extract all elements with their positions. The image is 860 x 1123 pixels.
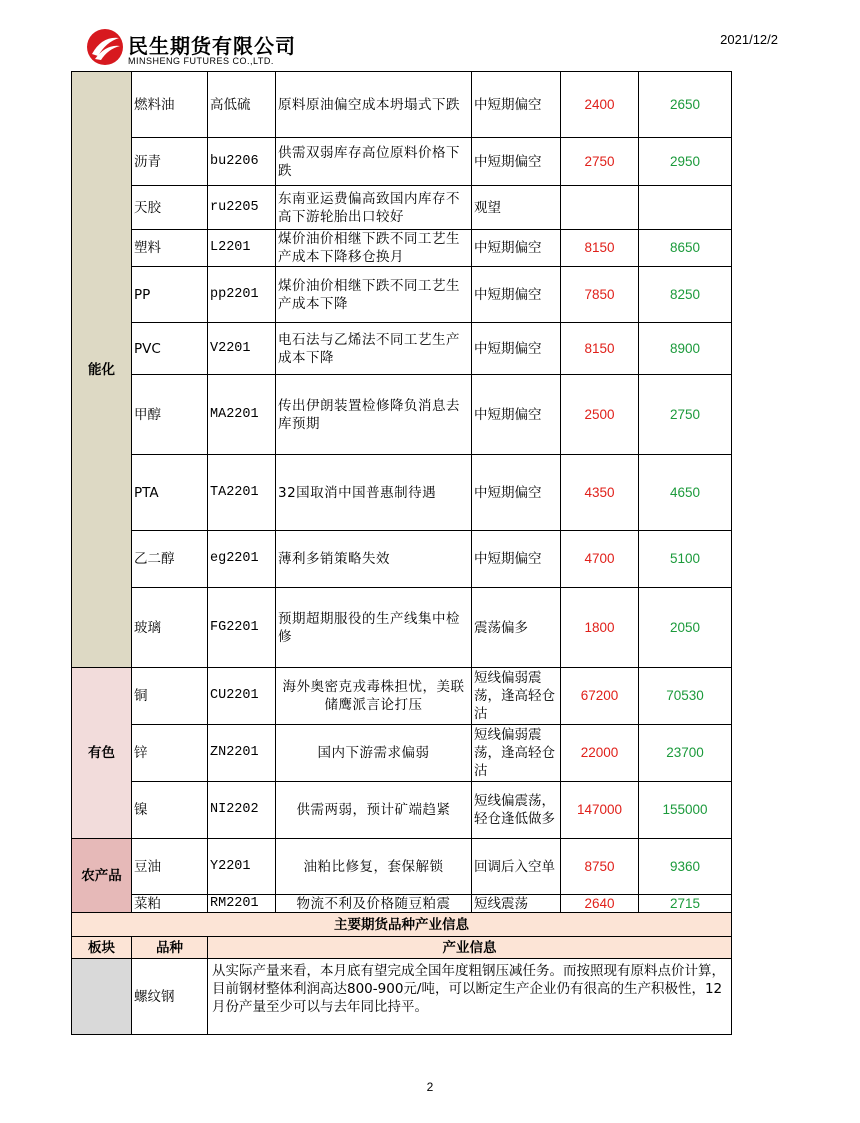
view-text: 中短期偏空 [472, 138, 561, 186]
table-row [72, 782, 732, 839]
resistance-value: 2050 [639, 588, 732, 668]
support-value: 4700 [561, 531, 639, 588]
variety-name: 玻璃 [132, 588, 208, 668]
table-row [72, 531, 732, 588]
view-text: 中短期偏空 [472, 230, 561, 267]
variety-name: 塑料 [132, 230, 208, 267]
view-text: 短线偏弱震荡，逢高轻仓沽 [472, 668, 561, 725]
table-row [72, 588, 732, 668]
support-value [561, 186, 639, 230]
contract-code: L2201 [208, 230, 276, 267]
report-date: 2021/12/2 [720, 32, 778, 47]
industry-sector-cell [72, 959, 132, 1035]
variety-name: 镍 [132, 782, 208, 839]
logic-text: 原料原油偏空成本坍塌式下跌 [276, 72, 472, 138]
resistance-value: 2950 [639, 138, 732, 186]
logic-text: 油粕比修复，套保解锁 [276, 839, 472, 895]
view-text: 中短期偏空 [472, 72, 561, 138]
contract-code: NI2202 [208, 782, 276, 839]
table-row [72, 959, 732, 1035]
logic-text: 物流不利及价格随豆粕震 [276, 895, 472, 913]
support-value: 8150 [561, 230, 639, 267]
view-text: 中短期偏空 [472, 267, 561, 323]
table-row [72, 839, 732, 895]
view-text: 中短期偏空 [472, 375, 561, 455]
resistance-value: 2715 [639, 895, 732, 913]
contract-code: FG2201 [208, 588, 276, 668]
logic-text: 煤价油价相继下跌不同工艺生产成本下降 [276, 267, 472, 323]
resistance-value: 8900 [639, 323, 732, 375]
support-value: 8750 [561, 839, 639, 895]
view-text: 观望 [472, 186, 561, 230]
view-text: 回调后入空单 [472, 839, 561, 895]
resistance-value: 70530 [639, 668, 732, 725]
header-industry-info: 产业信息 [208, 937, 732, 959]
contract-code: 高低硫 [208, 72, 276, 138]
support-value: 22000 [561, 725, 639, 782]
support-value: 2400 [561, 72, 639, 138]
view-text: 中短期偏空 [472, 531, 561, 588]
futures-strategy-table [71, 71, 732, 1035]
resistance-value: 8250 [639, 267, 732, 323]
support-value: 2500 [561, 375, 639, 455]
table-row [72, 725, 732, 782]
resistance-value: 9360 [639, 839, 732, 895]
table-row [72, 138, 732, 186]
contract-code: CU2201 [208, 668, 276, 725]
support-value: 2750 [561, 138, 639, 186]
support-value: 67200 [561, 668, 639, 725]
support-value: 1800 [561, 588, 639, 668]
contract-code: bu2206 [208, 138, 276, 186]
resistance-value: 23700 [639, 725, 732, 782]
contract-code: TA2201 [208, 455, 276, 531]
resistance-value: 4650 [639, 455, 732, 531]
strategy-table-body [72, 72, 732, 1035]
variety-name: 甲醇 [132, 375, 208, 455]
support-value: 7850 [561, 267, 639, 323]
view-text: 中短期偏空 [472, 323, 561, 375]
company-logo [86, 28, 336, 72]
logic-text: 海外奥密克戎毒株担忧，美联储鹰派言论打压 [276, 668, 472, 725]
table-row [72, 323, 732, 375]
header-sector: 板块 [72, 937, 132, 959]
resistance-value: 155000 [639, 782, 732, 839]
table-row [72, 937, 732, 959]
view-text: 中短期偏空 [472, 455, 561, 531]
table-row [72, 267, 732, 323]
variety-name: PVC [132, 323, 208, 375]
logic-text: 东南亚运费偏高致国内库存不高下游轮胎出口较好 [276, 186, 472, 230]
table-row [72, 230, 732, 267]
resistance-value: 5100 [639, 531, 732, 588]
logic-text: 国内下游需求偏弱 [276, 725, 472, 782]
logic-text: 32国取消中国普惠制待遇 [276, 455, 472, 531]
logic-text: 薄利多销策略失效 [276, 531, 472, 588]
variety-name: 铜 [132, 668, 208, 725]
view-text: 短线震荡 [472, 895, 561, 913]
support-value: 147000 [561, 782, 639, 839]
variety-name: 豆油 [132, 839, 208, 895]
minsheng-logo-icon [86, 28, 124, 66]
table-row [72, 375, 732, 455]
table-row [72, 72, 732, 138]
logic-text: 煤价油价相继下跌不同工艺生产成本下降移仓换月 [276, 230, 472, 267]
contract-code: RM2201 [208, 895, 276, 913]
contract-code: ZN2201 [208, 725, 276, 782]
resistance-value [639, 186, 732, 230]
table-row [72, 895, 732, 913]
contract-code: V2201 [208, 323, 276, 375]
resistance-value: 8650 [639, 230, 732, 267]
logic-text: 传出伊朗装置检修降负消息去库预期 [276, 375, 472, 455]
contract-code: Y2201 [208, 839, 276, 895]
resistance-value: 2650 [639, 72, 732, 138]
table-row [72, 186, 732, 230]
sector-metals-label: 有色 [72, 668, 132, 839]
contract-code: pp2201 [208, 267, 276, 323]
company-name-cn: 民生期货有限公司 [128, 34, 296, 58]
contract-code: eg2201 [208, 531, 276, 588]
header-variety: 品种 [132, 937, 208, 959]
variety-name: PTA [132, 455, 208, 531]
industry-info-text: 从实际产量来看，本月底有望完成全国年度粗钢压减任务。而按照现有原料点价计算，目前钢材整体利润高达800-900元/吨，可以断定生产企业仍有很高的生产积极性，12月份产量至少可以与去年同比持平。 [208, 959, 732, 1035]
resistance-value: 2750 [639, 375, 732, 455]
contract-code: MA2201 [208, 375, 276, 455]
variety-name: 天胶 [132, 186, 208, 230]
logic-text: 电石法与乙烯法不同工艺生产成本下降 [276, 323, 472, 375]
variety-name: 沥青 [132, 138, 208, 186]
sector-energy-label: 能化 [72, 72, 132, 668]
logic-text: 供需双弱库存高位原料价格下跌 [276, 138, 472, 186]
industry-variety: 螺纹钢 [132, 959, 208, 1035]
table-row [72, 455, 732, 531]
contract-code: ru2205 [208, 186, 276, 230]
view-text: 短线偏震荡，轻仓逢低做多 [472, 782, 561, 839]
logic-text: 供需两弱，预计矿端趋紧 [276, 782, 472, 839]
variety-name: 燃料油 [132, 72, 208, 138]
logic-text: 预期超期服役的生产线集中检修 [276, 588, 472, 668]
industry-info-banner: 主要期货品种产业信息 [72, 913, 732, 937]
company-name-en: MINSHENG FUTURES CO.,LTD. [128, 56, 274, 66]
variety-name: 锌 [132, 725, 208, 782]
support-value: 2640 [561, 895, 639, 913]
page-number: 2 [426, 1080, 434, 1094]
view-text: 短线偏弱震荡，逢高轻仓沽 [472, 725, 561, 782]
sector-agri-label: 农产品 [72, 839, 132, 913]
table-row [72, 668, 732, 725]
variety-name: 菜粕 [132, 895, 208, 913]
support-value: 8150 [561, 323, 639, 375]
variety-name: 乙二醇 [132, 531, 208, 588]
table-row [72, 913, 732, 937]
variety-name: PP [132, 267, 208, 323]
support-value: 4350 [561, 455, 639, 531]
view-text: 震荡偏多 [472, 588, 561, 668]
